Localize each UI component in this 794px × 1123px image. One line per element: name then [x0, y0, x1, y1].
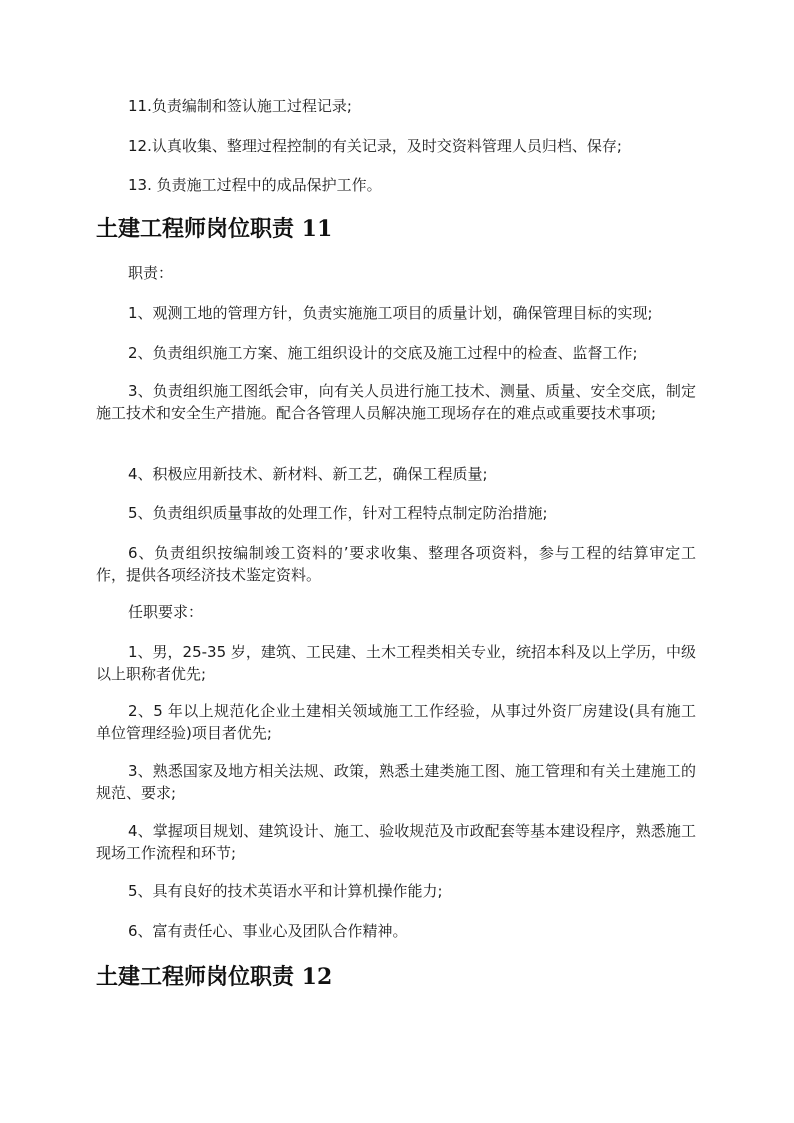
duty-item-4: 4、积极应用新技术、新材料、新工艺，确保工程质量; [128, 465, 488, 483]
duty-item-3: 3、负责组织施工图纸会审，向有关人员进行施工技术、测量、质量、安全交底，制定施工技术和安全生产措施。配合各管理人员解决施工现场存在的难点或重要技术事项; [96, 382, 696, 422]
duty-item-5: 5、负责组织质量事故的处理工作，针对工程特点制定防治措施; [128, 504, 548, 522]
requirement-item-6: 6、富有责任心、事业心及团队合作精神。 [128, 922, 408, 940]
duty-item-6: 6、负责组织按编制竣工资料的’要求收集、整理各项资料，参与工程的结算审定工作，提供各项经济技术鉴定资料。 [96, 544, 696, 584]
paragraph-item-11: 11.负责编制和签认施工过程记录; [128, 97, 352, 115]
duties-label: 职责： [128, 264, 174, 282]
requirement-item-3: 3、熟悉国家及地方相关法规、政策，熟悉土建类施工图、施工管理和有关土建施工的规范、要求; [96, 762, 696, 802]
requirements-label: 任职要求： [128, 603, 204, 621]
paragraph-item-13: 13. 负责施工过程中的成品保护工作。 [128, 176, 382, 194]
section-heading-12: 土建工程师岗位职责 12 [96, 964, 333, 990]
duty-item-2: 2、负责组织施工方案、施工组织设计的交底及施工过程中的检查、监督工作; [128, 344, 638, 362]
requirement-item-4: 4、掌握项目规划、建筑设计、施工、验收规范及市政配套等基本建设程序，熟悉施工现场工作流程和环节; [96, 822, 696, 862]
section-heading-11: 土建工程师岗位职责 11 [96, 216, 333, 242]
requirement-item-5: 5、具有良好的技术英语水平和计算机操作能力; [128, 882, 443, 900]
requirement-item-1: 1、男，25-35 岁，建筑、工民建、土木工程类相关专业，统招本科及以上学历，中级以上职称者优先; [96, 643, 696, 683]
paragraph-item-12: 12.认真收集、整理过程控制的有关记录，及时交资料管理人员归档、保存; [128, 137, 622, 155]
duty-item-1: 1、观测工地的管理方针，负责实施施工项目的质量计划，确保管理目标的实现; [128, 304, 653, 322]
requirement-item-2: 2、5 年以上规范化企业土建相关领域施工工作经验，从事过外资厂房建设(具有施工单位管理经验)项目者优先; [96, 702, 696, 742]
